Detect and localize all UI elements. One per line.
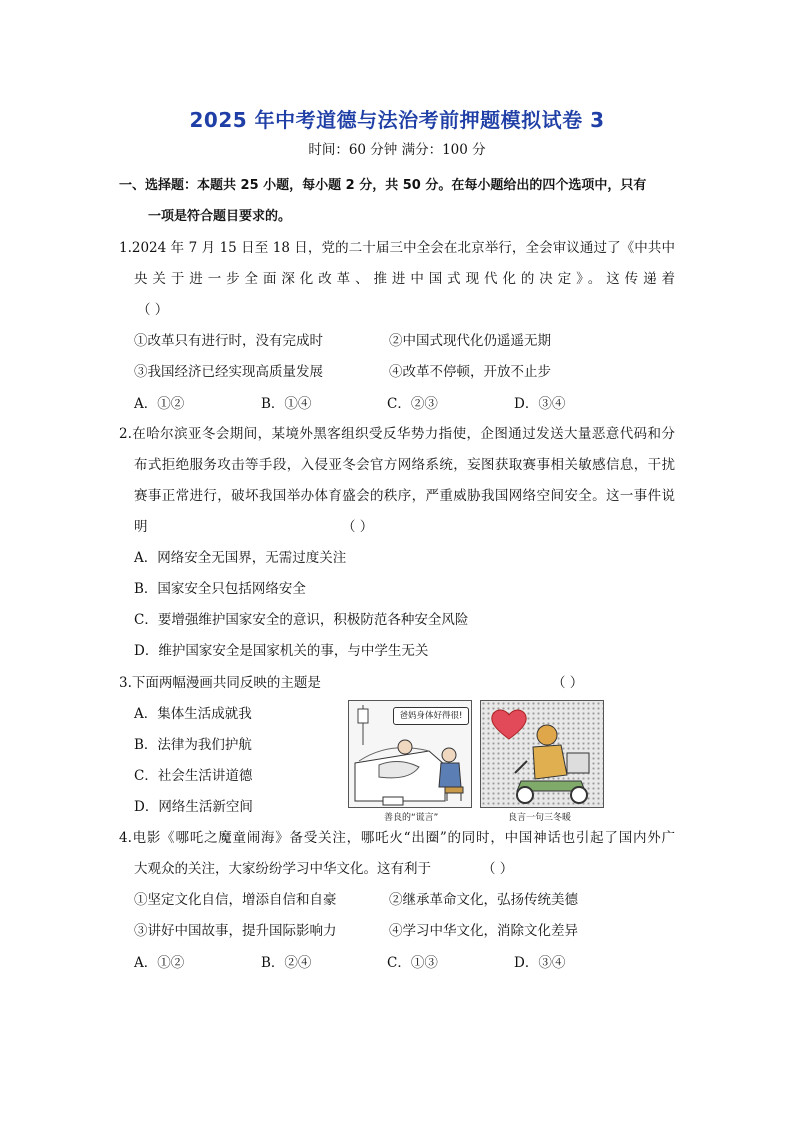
- cartoon-speech-bubble: 爸妈身体好得很!: [393, 707, 469, 725]
- section-heading-cont: 一项是符合题目要求的。: [148, 209, 292, 224]
- q4-statement-2: ②继承革命文化，弘扬传统美德: [389, 892, 578, 908]
- q1-statement-1: ①改革只有进行时，没有完成时: [134, 333, 323, 349]
- q3-answer-bracket: （ ）: [552, 675, 584, 691]
- q1-stem-line2: 央关于进一步全面深化改革、推进中国式现代化的决定》。这传递着: [134, 271, 675, 287]
- q2-stem-line3: 赛事正常进行，破坏我国举办体育盛会的秩序，严重威胁我国网络空间安全。这一事件说: [134, 488, 675, 504]
- q1-answer-bracket: （ ）: [137, 302, 169, 318]
- q4-answer-bracket: （ ）: [482, 861, 514, 877]
- q1-option-d[interactable]: D．③④: [514, 396, 566, 412]
- q2-option-d[interactable]: D．维护国家安全是国家机关的事，与中学生无关: [134, 643, 429, 659]
- q4-option-d[interactable]: D．③④: [514, 955, 566, 971]
- q1-stem-line1: 1.2024 年 7 月 15 日至 18 日，党的二十届三中全会在北京举行，全会审议通过了《中共中: [119, 240, 675, 256]
- q2-option-c[interactable]: C．要增强维护国家安全的意识，积极防范各种安全风险: [134, 612, 469, 628]
- cartoon-left-caption: 善良的“谎言”: [384, 813, 439, 823]
- q3-stem: 3.下面两幅漫画共同反映的主题是: [119, 675, 321, 691]
- q2-answer-bracket: （ ）: [342, 519, 374, 535]
- q3-cartoons: [348, 700, 604, 824]
- q2-option-b[interactable]: B．国家安全只包括网络安全: [134, 581, 306, 597]
- q1-statement-3: ③我国经济已经实现高质量发展: [134, 364, 323, 380]
- q3-option-a[interactable]: A．集体生活成就我: [134, 706, 252, 722]
- q4-option-a[interactable]: A．①②: [134, 955, 185, 971]
- q2-stem-line2: 布式拒绝服务攻击等手段，入侵亚冬会官方网络系统，妄图获取赛事相关敏感信息，干扰: [134, 457, 675, 473]
- exam-subtitle: 时间：60 分钟 满分：100 分: [308, 142, 486, 158]
- q4-option-c[interactable]: C．①③: [387, 955, 438, 971]
- cartoon-delivery-panel: [480, 700, 604, 808]
- delivery-rider-illustration: [481, 701, 604, 808]
- q4-statement-4: ④学习中华文化，消除文化差异: [389, 923, 578, 939]
- cartoon-right-caption: 良言一句三冬暖: [508, 813, 572, 823]
- q4-stem-line1: 4.电影《哪吒之魔童闹海》备受关注，哪吒火“出圈”的同时，中国神话也引起了国内外广: [119, 830, 675, 846]
- q1-option-b[interactable]: B．①④: [261, 396, 312, 412]
- q2-option-a[interactable]: A．网络安全无国界，无需过度关注: [134, 550, 347, 566]
- q4-statement-3: ③讲好中国故事，提升国际影响力: [134, 923, 337, 939]
- q3-option-d[interactable]: D．网络生活新空间: [134, 799, 253, 815]
- q4-statement-1: ①坚定文化自信，增添自信和自豪: [134, 892, 337, 908]
- q2-stem-line1: 2.在哈尔滨亚冬会期间，某境外黑客组织受反华势力指使，企图通过发送大量恶意代码和分: [119, 426, 675, 442]
- q1-statement-4: ④改革不停顿，开放不止步: [389, 364, 551, 380]
- q2-stem-line4: 明: [134, 519, 148, 535]
- q4-stem-line2: 大观众的关注，大家纷纷学习中华文化。这有利于: [134, 861, 431, 877]
- exam-title: 2025 年中考道德与法治考前押题模拟试卷 3: [189, 108, 605, 132]
- q3-option-c[interactable]: C．社会生活讲道德: [134, 768, 253, 784]
- q1-option-c[interactable]: C．②③: [387, 396, 438, 412]
- section-heading: 一、选择题：本题共 25 小题，每小题 2 分，共 50 分。在每小题给出的四个选项中，只有: [119, 178, 647, 193]
- q4-option-b[interactable]: B．②④: [261, 955, 312, 971]
- q3-option-b[interactable]: B．法律为我们护航: [134, 737, 252, 753]
- q1-statement-2: ②中国式现代化仍遥遥无期: [389, 333, 551, 349]
- q1-option-a[interactable]: A．①②: [134, 396, 185, 412]
- cartoon-hospital-panel: [348, 700, 472, 808]
